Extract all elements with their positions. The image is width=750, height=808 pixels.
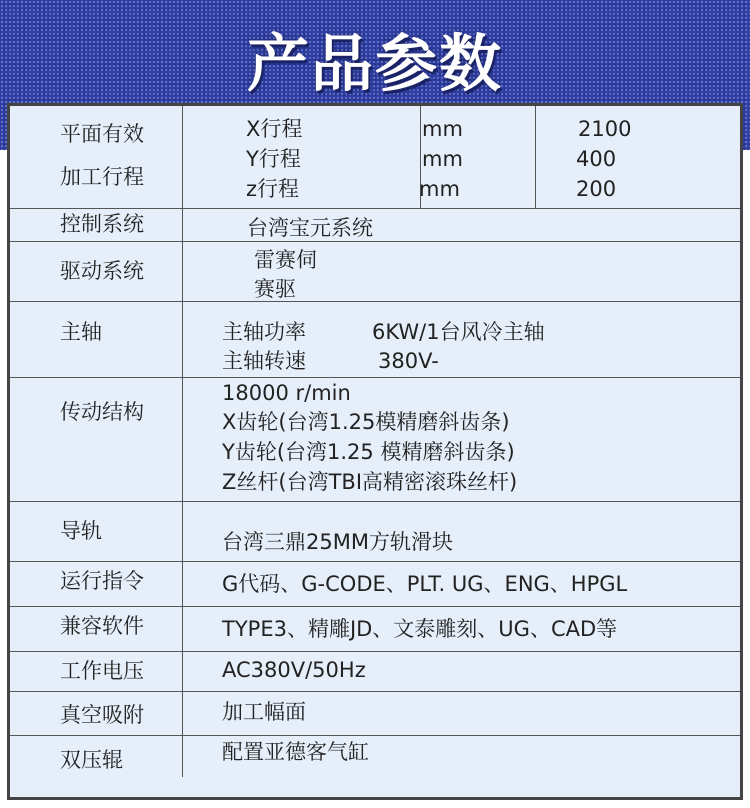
- divider: [182, 106, 183, 209]
- spindle-speed-label: 主轴转速: [222, 349, 306, 373]
- spindle-label: 主轴: [60, 320, 102, 344]
- transmission-line: 18000 r/min: [222, 381, 351, 405]
- vacuum-label: 真空吸附: [60, 703, 144, 727]
- row-control: [10, 209, 740, 242]
- transmission-line: Y齿轮(台湾1.25 模精磨斜齿条): [222, 440, 515, 464]
- divider: [182, 209, 183, 242]
- guide-value: 台湾三鼎25MM方轨滑块: [222, 530, 453, 554]
- transmission-label: 传动结构: [60, 400, 144, 424]
- software-value: TYPE3、精雕JD、文泰雕刻、UG、CAD等: [222, 617, 618, 641]
- spindle-power-label: 主轴功率: [222, 320, 306, 344]
- row-guide: [10, 502, 740, 562]
- spindle-power-value: 6KW/1台风冷主轴: [372, 320, 545, 344]
- workspace-label-line1: 平面有效: [60, 122, 144, 146]
- axis-x-unit: mm: [422, 117, 463, 141]
- axis-y-unit: mm: [422, 147, 463, 171]
- divider: [182, 302, 183, 378]
- axis-z-name: z行程: [246, 177, 300, 201]
- drive-line2: 赛驱: [254, 277, 296, 301]
- vacuum-value: 加工幅面: [222, 700, 306, 724]
- divider: [182, 607, 183, 652]
- transmission-line: X齿轮(台湾1.25模精磨斜齿条): [222, 410, 510, 434]
- voltage-value: AC380V/50Hz: [222, 658, 366, 682]
- divider: [182, 502, 183, 562]
- axis-z-unit: mm: [419, 177, 460, 201]
- axis-y-name: Y行程: [246, 147, 301, 171]
- divider: [182, 242, 183, 302]
- axis-z-value: 200: [576, 177, 617, 201]
- control-value: 台湾宝元系统: [247, 216, 373, 240]
- drive-label: 驱动系统: [60, 259, 144, 283]
- guide-label: 导轨: [60, 519, 102, 543]
- row-workspace: [10, 106, 740, 209]
- row-rollers: [10, 736, 740, 797]
- drive-line1: 雷赛伺: [254, 248, 317, 272]
- axis-x-name: X行程: [246, 117, 303, 141]
- row-commands: [10, 562, 740, 607]
- divider: [182, 736, 183, 777]
- rollers-value: 配置亚德客气缸: [222, 740, 369, 764]
- axis-y-value: 400: [576, 147, 617, 171]
- row-transmission: [10, 378, 740, 502]
- axis-x-value: 2100: [578, 117, 632, 141]
- row-software: [10, 607, 740, 652]
- row-drive: [10, 242, 740, 302]
- rollers-label: 双压辊: [60, 748, 123, 772]
- page-title: 产品参数: [246, 27, 503, 100]
- commands-value: G代码、G-CODE、PLT. UG、ENG、HPGL: [222, 572, 628, 596]
- row-spindle: [10, 302, 740, 378]
- divider: [535, 106, 536, 209]
- divider: [182, 652, 183, 692]
- divider: [182, 378, 183, 502]
- commands-label: 运行指令: [60, 569, 144, 593]
- spec-table: [7, 103, 743, 800]
- divider: [182, 692, 183, 736]
- spindle-speed-value: 380V-: [378, 349, 439, 373]
- row-voltage: [10, 652, 740, 692]
- divider: [182, 562, 183, 607]
- workspace-label-line2: 加工行程: [60, 165, 144, 189]
- control-label: 控制系统: [60, 212, 144, 236]
- voltage-label: 工作电压: [60, 659, 144, 683]
- transmission-line: Z丝杆(台湾TBI高精密滚珠丝杆): [222, 470, 518, 494]
- software-label: 兼容软件: [60, 614, 144, 638]
- row-vacuum: [10, 692, 740, 736]
